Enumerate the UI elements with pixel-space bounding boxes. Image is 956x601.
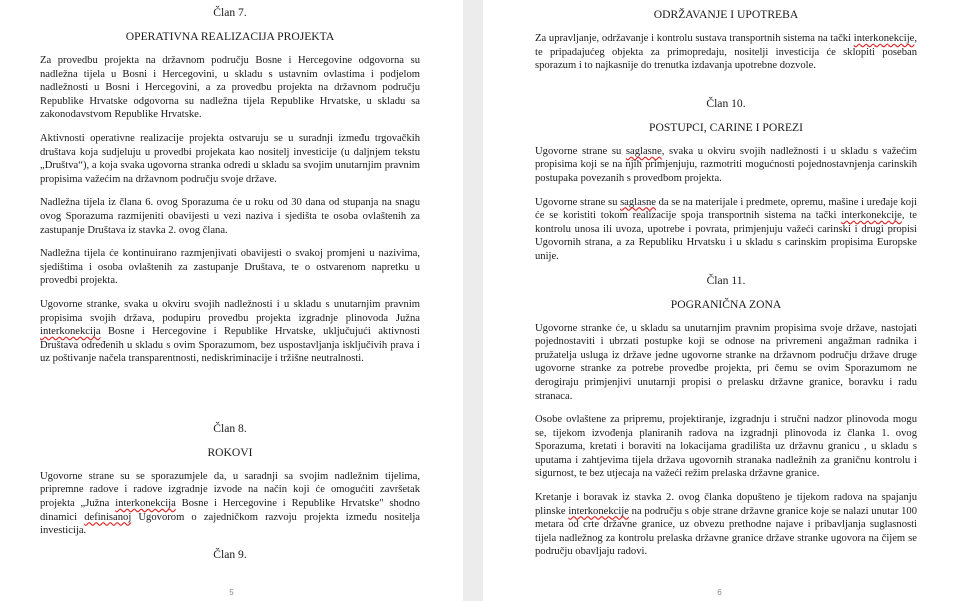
article-9-paragraph-1: Za upravljanje, održavanje i kontrolu sustava transportnih sistema na tački interkonekcije, te pripadajućeg objekta za primopredaju, nositelji investicija će sklopiti poseban sporazum i to najkasnije do trenutka izdavanja upotrebne dozvole. <box>535 33 917 72</box>
page-5-content <box>40 6 420 572</box>
spelling-flag[interactable]: definisanoj <box>84 511 132 523</box>
page-number: 5 <box>229 588 234 597</box>
document-page-6 <box>483 0 956 601</box>
article-9-heading: ODRŽAVANJE I UPOTREBA <box>653 8 799 21</box>
article-7-paragraph-1: Za provedbu projekta na državnom području Bosne i Hercegovine odgovorna su nadležna tijela u Bosni i Hercegovini, u skladu s ustavnim ovlastima i podjelom nadležnosti u Bosni i Hercegovini, a za provedbu projekta na državnom području Republike Hrvatske odgovorna su nadležna tijela Republike Hrvatske, u skladu sa zakonodavstvom Republike Hrvatske. <box>40 55 420 121</box>
spelling-flag[interactable]: interkonekcije <box>841 210 902 222</box>
article-7-paragraph-4: Nadležna tijela će kontinuirano razmjenjivati obavijesti o svakoj promjeni u nazivima, sjedištima i osoba ovlaštenih za zastupanje Društava, te o ostvarenom napretku u provedbi projekta. <box>40 248 420 287</box>
article-8-paragraph-1: Ugovorne strane su se sporazumjele da, u saradnji sa svojim nadležnim tijelima, pripremne radove i radove izgradnje izvode na način koji će omogućiti završetak projekta „Južna interkonekcija Bosne i Hercegovine i Republike Hrvatske" shodno dinamici definisanoj Ugovorom o zajedničkom razvoju projekta između nositelja investicija. <box>40 470 421 537</box>
article-10-paragraph-1: Ugovorne strane su saglasne, svaka u okviru svojih nadležnosti i u skladu s važećim propisima koji se na njih primjenjuju, razmotriti mogućnosti pojednostavnjenja carinskih postupaka povezanih s provedbom projekta. <box>535 145 917 184</box>
article-7-heading: OPERATIVNA REALIZACIJA PROJEKTA <box>125 30 335 43</box>
article-10-heading: POSTUPCI, CARINE I POREZI <box>649 120 803 134</box>
article-8-title: Član 8. <box>213 421 247 435</box>
article-11-paragraph-1: Ugovorne stranke će, u skladu sa unutarnjim pravnim propisima svoje države, nastojati pojednostaviti i ubrzati postupke koji se odnose na privremeni angažman radnika i pružatelja usluga iz države jedne ugovorne stranke na državnom području države druge ugovorne stranke za potrebe provedbe projekta, pri čemu se ovim Sporazumom ne derogiraju primjenjivi unutarnji propisi o prelasku državne granice, boravku i radu stranaca. <box>535 322 917 402</box>
article-7-paragraph-3: Nadležna tijela iz člana 6. ovog Sporazuma će u roku od 30 dana od stupanja na snagu ovog Sporazuma razmijeniti obavijesti u vezi naziva i sjedišta te osoba ovlaštenih za zastupanje Društava iz stavka 2. ovog člana. <box>40 197 420 236</box>
article-11-title: Član 11. <box>706 273 746 287</box>
article-11-paragraph-2: Osobe ovlaštene za pripremu, projektiranje, izgradnju i stručni nadzor plinovoda mogu se, tijekom izvođenja planiranih radova na izgradnji plinovoda iz članka 1. ovog Sporazuma, kretati i boraviti na lokacijama gradilišta uz državnu granicu , u skladu s uputama i zahtjevima tijela država ugovornih stranaka nadležnih za graničnu kontrolu i sigurnost, te bez utjecaja na važeći režim prelaska državne granice. <box>535 414 917 480</box>
spelling-flag[interactable]: saglasne <box>625 145 662 157</box>
page-6-content <box>535 8 917 569</box>
article-11-heading: POGRANIČNA ZONA <box>670 297 782 311</box>
article-8-heading: ROKOVI <box>207 445 253 459</box>
article-7-paragraph-2: Aktivnosti operativne realizacije projekta ostvaruju se u suradnji između trgovačkih društava koja sudjeluju u provedbi projekata kao nositelj investicije (u daljnjem tekstu „Društva“), a koja svaka ugovorna stranka odredi u skladu sa svojim unutarnjim pravnim propisima važećim na državnom području svoje države. <box>40 132 420 185</box>
document-page-5 <box>0 0 463 601</box>
page-number: 6 <box>717 588 722 597</box>
article-9-title: Član 9. <box>213 547 247 561</box>
article-10-title: Član 10. <box>706 96 746 110</box>
spelling-flag[interactable]: saglasne <box>620 196 656 208</box>
article-7-paragraph-5: Ugovorne stranke, svaka u okviru svojih nadležnosti i u skladu s unutarnjim pravnim propisima svojih država, podupiru provedbu projekta izgradnje plinovoda Južna interkonekcija Bosne i Hercegovine i Republike Hrvatske, uključujući aktivnosti Društava određenih u skladu s ovim Sporazumom, bez uspostavljanja isključivih prava i uz poštivanje načela transparentnosti, nediskriminacije i tržišne neutralnosti. <box>40 298 420 365</box>
article-11-paragraph-3: Kretanje i boravak iz stavka 2. ovog članka dopušteno je tijekom radova na spajanju plinske interkonekcije na području s obje strane državne granice koje se nalazi unutar 100 metara od crte državne granice, uz obvezu prethodne najave i pribavljanja suglasnosti tijela nadležnog za kontrolu prelaska državne granice države stranke ugovora na čijem se području obavljaju radovi. <box>535 492 917 558</box>
article-10-paragraph-2: Ugovorne strane su saglasne da se na materijale i predmete, opremu, mašine i uređaje koji će se koristiti tokom realizacije spoja transportnih sistema na tački interkonekcije, te kontrolu unosa ili uvoza, upotrebe i povrata, primjenjuju važeći carinski i drugi propisi Ugovornih strana, a za Republiku Hrvatsku i u skladu s carinskim propisima Europske unije. <box>535 196 917 262</box>
spelling-flag[interactable]: interkonekcije <box>853 33 915 44</box>
spelling-flag[interactable]: interkonekcija <box>115 498 176 510</box>
spelling-flag[interactable]: interkonekcije <box>568 505 629 517</box>
article-7-title: Član 7. <box>213 6 247 19</box>
spelling-flag[interactable]: interkonekcija <box>40 326 101 338</box>
